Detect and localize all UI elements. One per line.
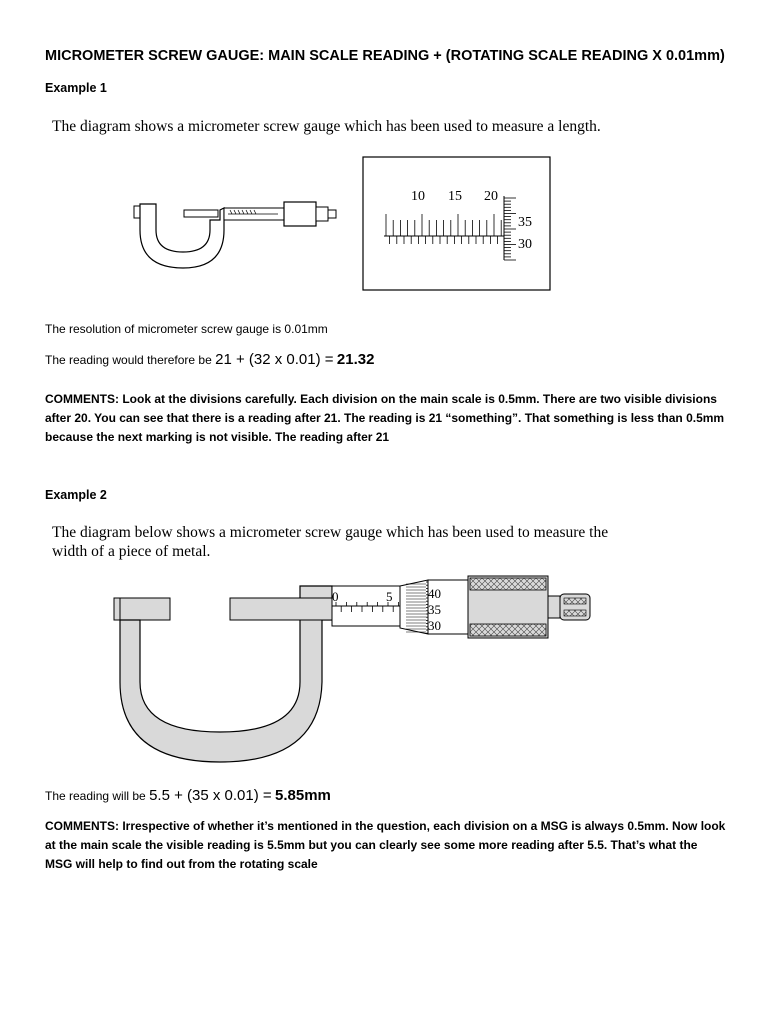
ex1-main-label-10: 10 xyxy=(411,189,425,204)
example-2-reading xyxy=(45,787,331,804)
ex2-thimble-label-30: 30 xyxy=(428,618,441,633)
example-1-comments: COMMENTS: Look at the divisions carefully. Each division on the main scale is 0.5mm. There are two visible divisions after 20. You can see that there is a reading after 21. The reading is 21 “something”. That something is less than 0.5mm because the next marking is not visible. The reading after 21 xyxy=(45,392,725,444)
ex2-main-label-5: 5 xyxy=(386,589,393,604)
example-1-heading: Example 1 xyxy=(45,81,107,95)
example-2-prompt-line-2: width of a piece of metal. xyxy=(52,543,211,560)
ex2-thimble-label-35: 35 xyxy=(428,602,441,617)
example-2-heading: Example 2 xyxy=(45,488,107,502)
example-1-resolution: The resolution of micrometer screw gauge is 0.01mm xyxy=(45,322,328,336)
ex1-thimble-label-35: 35 xyxy=(518,215,532,230)
page-title: MICROMETER SCREW GAUGE: MAIN SCALE READING + (ROTATING SCALE READING X 0.01mm) xyxy=(45,48,725,64)
ex2-main-label-0: 0 xyxy=(332,589,339,604)
example-1-scale-diagram xyxy=(362,156,552,292)
reading-expression: 5.5 + (35 x 0.01) = xyxy=(149,787,272,804)
example-1-prompt: The diagram shows a micrometer screw gauge which has been used to measure a length. xyxy=(52,118,601,135)
reading-prefix: The reading will be xyxy=(45,789,146,803)
ex1-main-label-15: 15 xyxy=(448,189,462,204)
reading-prefix: The reading would therefore be xyxy=(45,353,212,367)
reading-expression: 21 + (32 x 0.01) = xyxy=(215,351,334,368)
ex2-thimble-label-40: 40 xyxy=(428,586,441,601)
reading-result: 5.85mm xyxy=(275,787,331,804)
example-2-micrometer-diagram xyxy=(110,572,600,767)
example-2-comments: COMMENTS: Irrespective of whether it’s mentioned in the question, each division on a MSG is always 0.5mm. Now look at the main scale the visible reading is 5.5mm but you can clearly see some more reading after 5.5. That’s what the MSG will help to find out from the rotating scale xyxy=(45,819,726,871)
ex1-thimble-label-30: 30 xyxy=(518,237,532,252)
ex1-main-label-20: 20 xyxy=(484,189,498,204)
example-1-reading xyxy=(45,351,374,368)
example-1-micrometer-diagram xyxy=(128,190,343,275)
reading-result: 21.32 xyxy=(336,351,375,368)
example-2-prompt-line-1: The diagram below shows a micrometer screw gauge which has been used to measure the xyxy=(52,524,609,541)
